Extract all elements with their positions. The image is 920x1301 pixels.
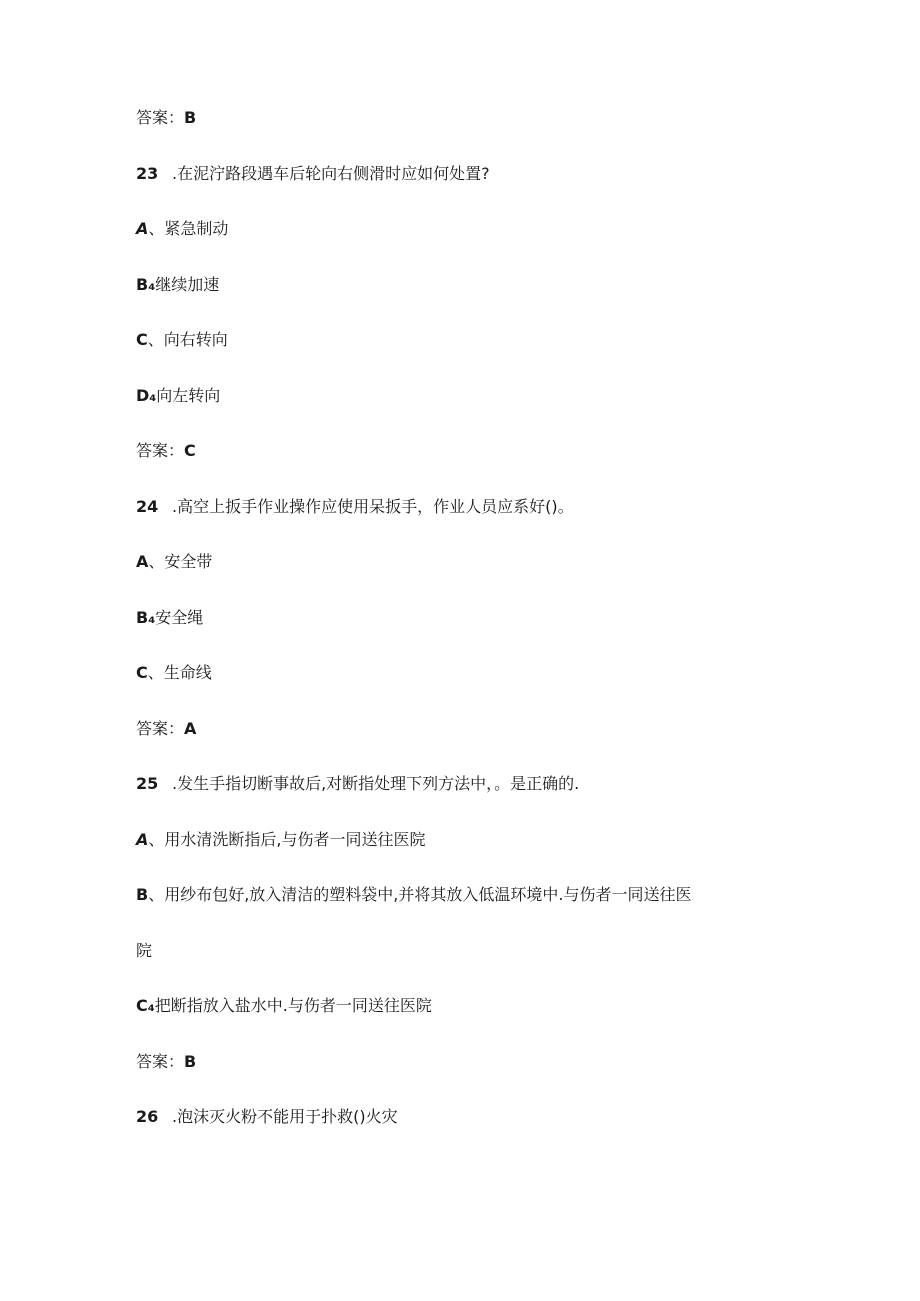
option-key: A: [136, 219, 149, 238]
option-sep: 、: [148, 885, 165, 904]
option-text: 生命线: [163, 663, 212, 682]
option-continuation: [136, 939, 152, 963]
question-number: 24: [136, 497, 159, 516]
answer-line: [136, 717, 196, 741]
question-text: .泡沫灭火粉不能用于扑救()火灾: [172, 1107, 398, 1126]
option-sep: 、: [148, 219, 165, 238]
question-number: 26: [136, 1107, 159, 1126]
option-b: [136, 883, 691, 907]
question-23: [136, 162, 490, 186]
answer-prefix: 答案：: [136, 441, 185, 460]
option-sep: 、: [147, 330, 164, 349]
option-text: 安全带: [164, 552, 213, 571]
option-text: 紧急制动: [164, 219, 229, 238]
option-sep: 、: [148, 552, 165, 571]
option-text: 安全绳: [155, 608, 204, 627]
option-text: 用水清洗断指后,与伤者一同送往医院: [164, 830, 426, 849]
option-key: B₄: [136, 275, 156, 294]
option-b: [136, 606, 203, 630]
option-key: B: [136, 885, 149, 904]
answer-line: [136, 1050, 196, 1074]
option-key: A: [136, 552, 149, 571]
answer-prefix: 答案：: [136, 108, 185, 127]
option-text: 向右转向: [163, 330, 228, 349]
option-key: C₄: [136, 996, 155, 1015]
question-text: .高空上扳手作业操作应使用呆扳手，作业人员应系好()。: [172, 497, 574, 516]
option-key: C: [136, 663, 148, 682]
answer-prefix: 答案：: [136, 1052, 185, 1071]
answer-key: C: [184, 441, 196, 460]
answer-line: [136, 439, 196, 463]
option-key: D₄: [136, 386, 157, 405]
option-key: B₄: [136, 608, 156, 627]
option-text: 向左转向: [156, 386, 221, 405]
option-c: [136, 661, 212, 685]
option-sep: 、: [148, 830, 165, 849]
option-sep: 、: [147, 663, 164, 682]
option-text: 继续加速: [155, 275, 220, 294]
option-c: [136, 328, 228, 352]
question-26: [136, 1105, 398, 1129]
question-number: 23: [136, 164, 159, 183]
answer-line: [136, 106, 196, 130]
option-a: [136, 550, 212, 574]
question-number: 25: [136, 774, 159, 793]
answer-key: B: [184, 108, 197, 127]
option-text: 把断指放入盐水中.与伤者一同送往医院: [154, 996, 432, 1015]
answer-key: A: [184, 719, 197, 738]
option-c: [136, 994, 432, 1018]
question-25: [136, 772, 579, 796]
continuation-text: 院: [136, 941, 153, 960]
option-b: [136, 273, 219, 297]
option-key: A: [136, 830, 149, 849]
option-key: C: [136, 330, 148, 349]
option-a: [136, 217, 228, 241]
option-a: [136, 828, 426, 852]
answer-prefix: 答案：: [136, 719, 185, 738]
option-text: 用纱布包好,放入清洁的塑料袋中,并将其放入低温环境中.与伤者一同送往医: [164, 885, 692, 904]
question-24: [136, 495, 574, 519]
answer-key: B: [184, 1052, 197, 1071]
question-text: .在泥泞路段遇车后轮向右侧滑时应如何处置?: [172, 164, 490, 183]
option-d: [136, 384, 220, 408]
question-text: .发生手指切断事故后,对断指处理下列方法中，。是正确的.: [172, 774, 580, 793]
